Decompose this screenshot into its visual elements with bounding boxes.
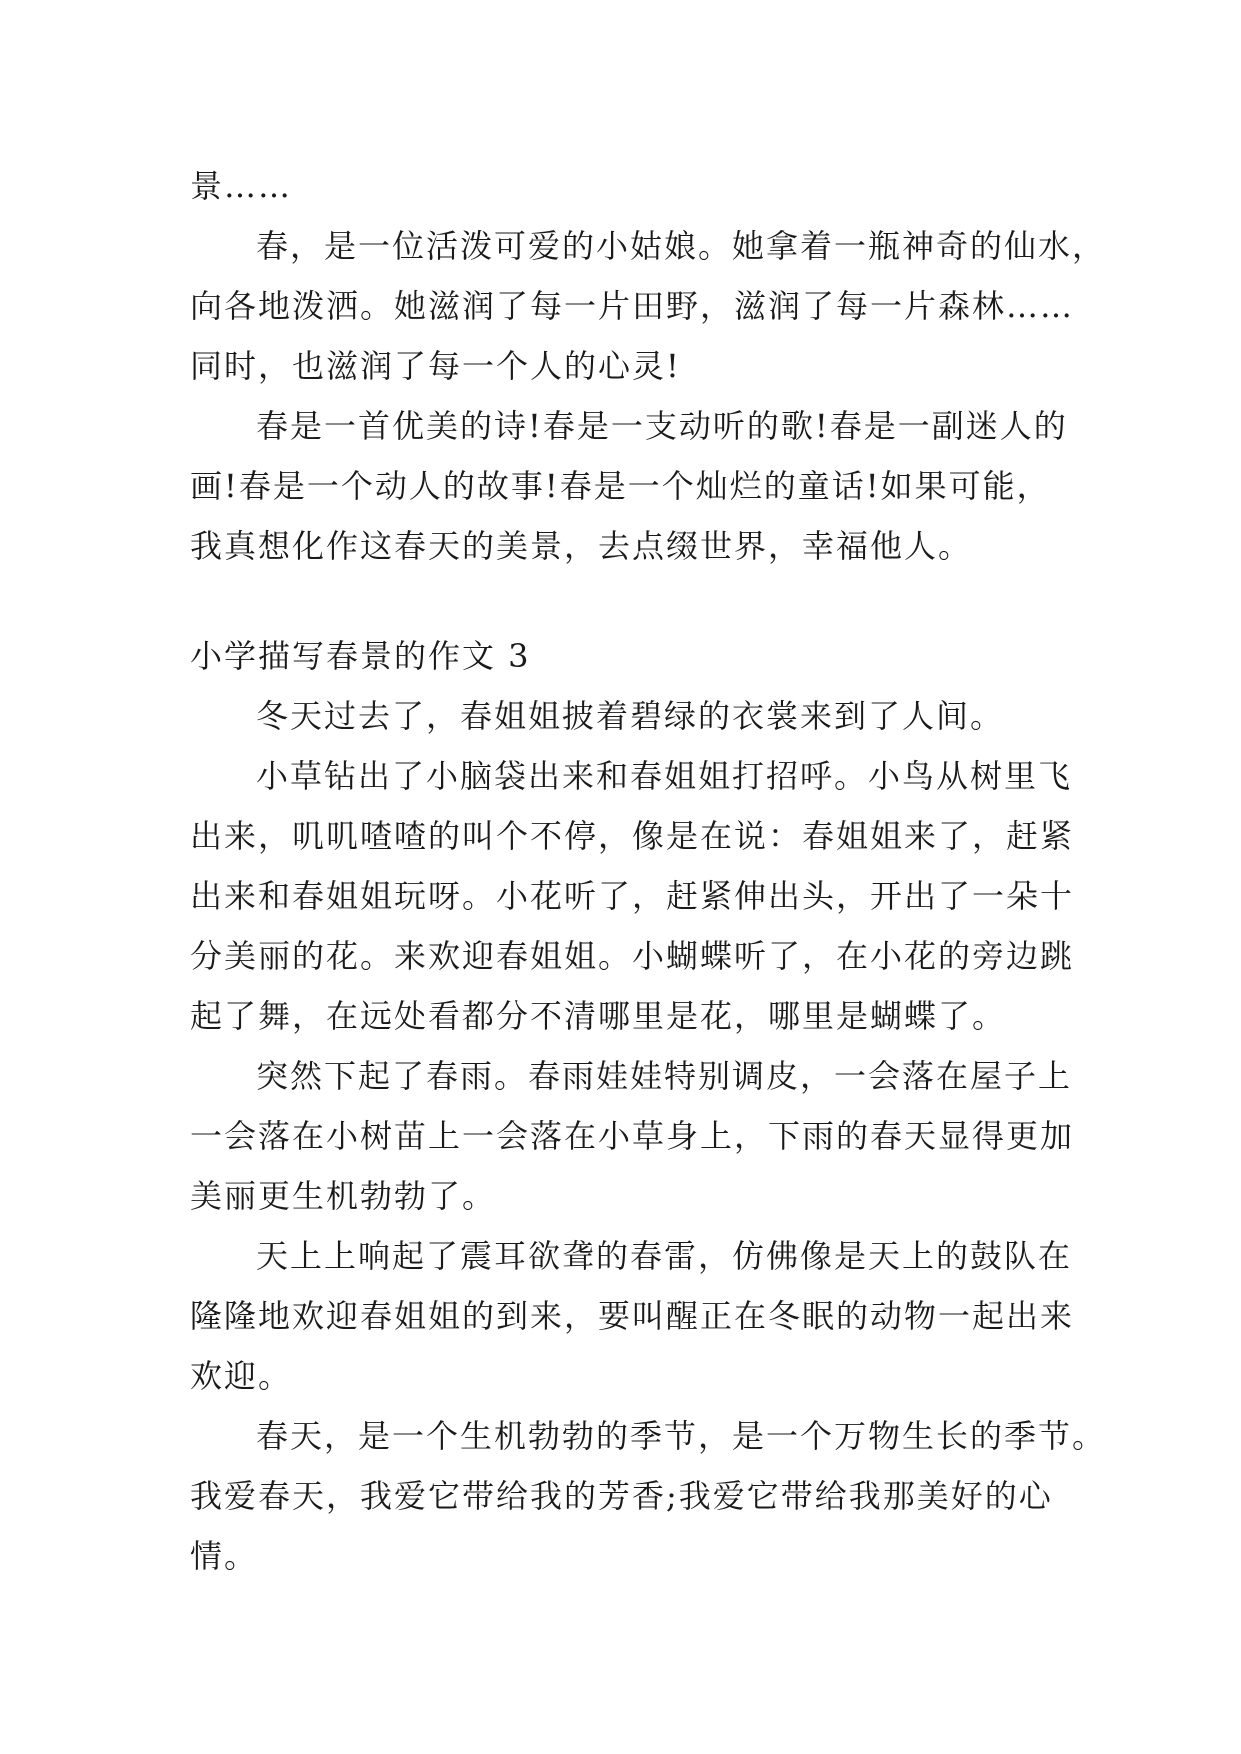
- essay-continued-section: [190, 156, 1107, 576]
- text-line: 春，是一位活泼可爱的小姑娘。她拿着一瓶神奇的仙水，: [256, 227, 1107, 265]
- text-line: 我真想化作这春天的美景，去点缀世界，幸福他人。: [190, 527, 973, 565]
- essay-3-section: [190, 686, 1107, 1586]
- text-line: 冬天过去了，春姐姐披着碧绿的衣裳来到了人间。: [256, 697, 1005, 735]
- text-line: 小草钻出了小脑袋出来和春姐姐打招呼。小鸟从树里飞: [256, 757, 1073, 795]
- text-line: 向各地泼洒。她滋润了每一片田野，滋润了每一片森林……: [190, 287, 1075, 325]
- document-body: [190, 156, 1107, 1586]
- text-line: 我爱春天，我爱它带给我的芳香;我爱它带给我那美好的心: [190, 1477, 1053, 1515]
- text-line: 隆隆地欢迎春姐姐的到来，要叫醒正在冬眠的动物一起出来: [190, 1297, 1075, 1335]
- text-line: 春是一首优美的诗!春是一支动听的歌!春是一副迷人的: [256, 407, 1068, 445]
- text-line: 出来和春姐姐玩呀。小花听了，赶紧伸出头，开出了一朵十: [190, 877, 1075, 915]
- section-gap: [190, 576, 1060, 626]
- text-line: 一会落在小树苗上一会落在小草身上，下雨的春天显得更加: [190, 1117, 1075, 1155]
- text-line: 突然下起了春雨。春雨娃娃特别调皮，一会落在屋子上: [256, 1057, 1073, 1095]
- text-line: 分美丽的花。来欢迎春姐姐。小蝴蝶听了，在小花的旁边跳: [190, 937, 1075, 975]
- text-line: 天上上响起了震耳欲聋的春雷，仿佛像是天上的鼓队在: [256, 1237, 1073, 1275]
- text-line: 出来，叽叽喳喳的叫个不停，像是在说：春姐姐来了，赶紧: [190, 817, 1075, 855]
- text-line: 画!春是一个动人的故事!春是一个灿烂的童话!如果可能，: [190, 467, 1051, 505]
- section-title: 小学描写春景的作文 3: [190, 637, 531, 675]
- text-line: 景……: [190, 167, 293, 205]
- text-line: 美丽更生机勃勃了。: [190, 1177, 497, 1215]
- text-line: 欢迎。: [190, 1357, 293, 1395]
- text-line: 春天，是一个生机勃勃的季节，是一个万物生长的季节。: [256, 1417, 1107, 1455]
- text-line: 情。: [190, 1537, 259, 1575]
- text-line: 同时，也滋润了每一个人的心灵!: [190, 347, 681, 385]
- text-line: 起了舞，在远处看都分不清哪里是花，哪里是蝴蝶了。: [190, 997, 1007, 1035]
